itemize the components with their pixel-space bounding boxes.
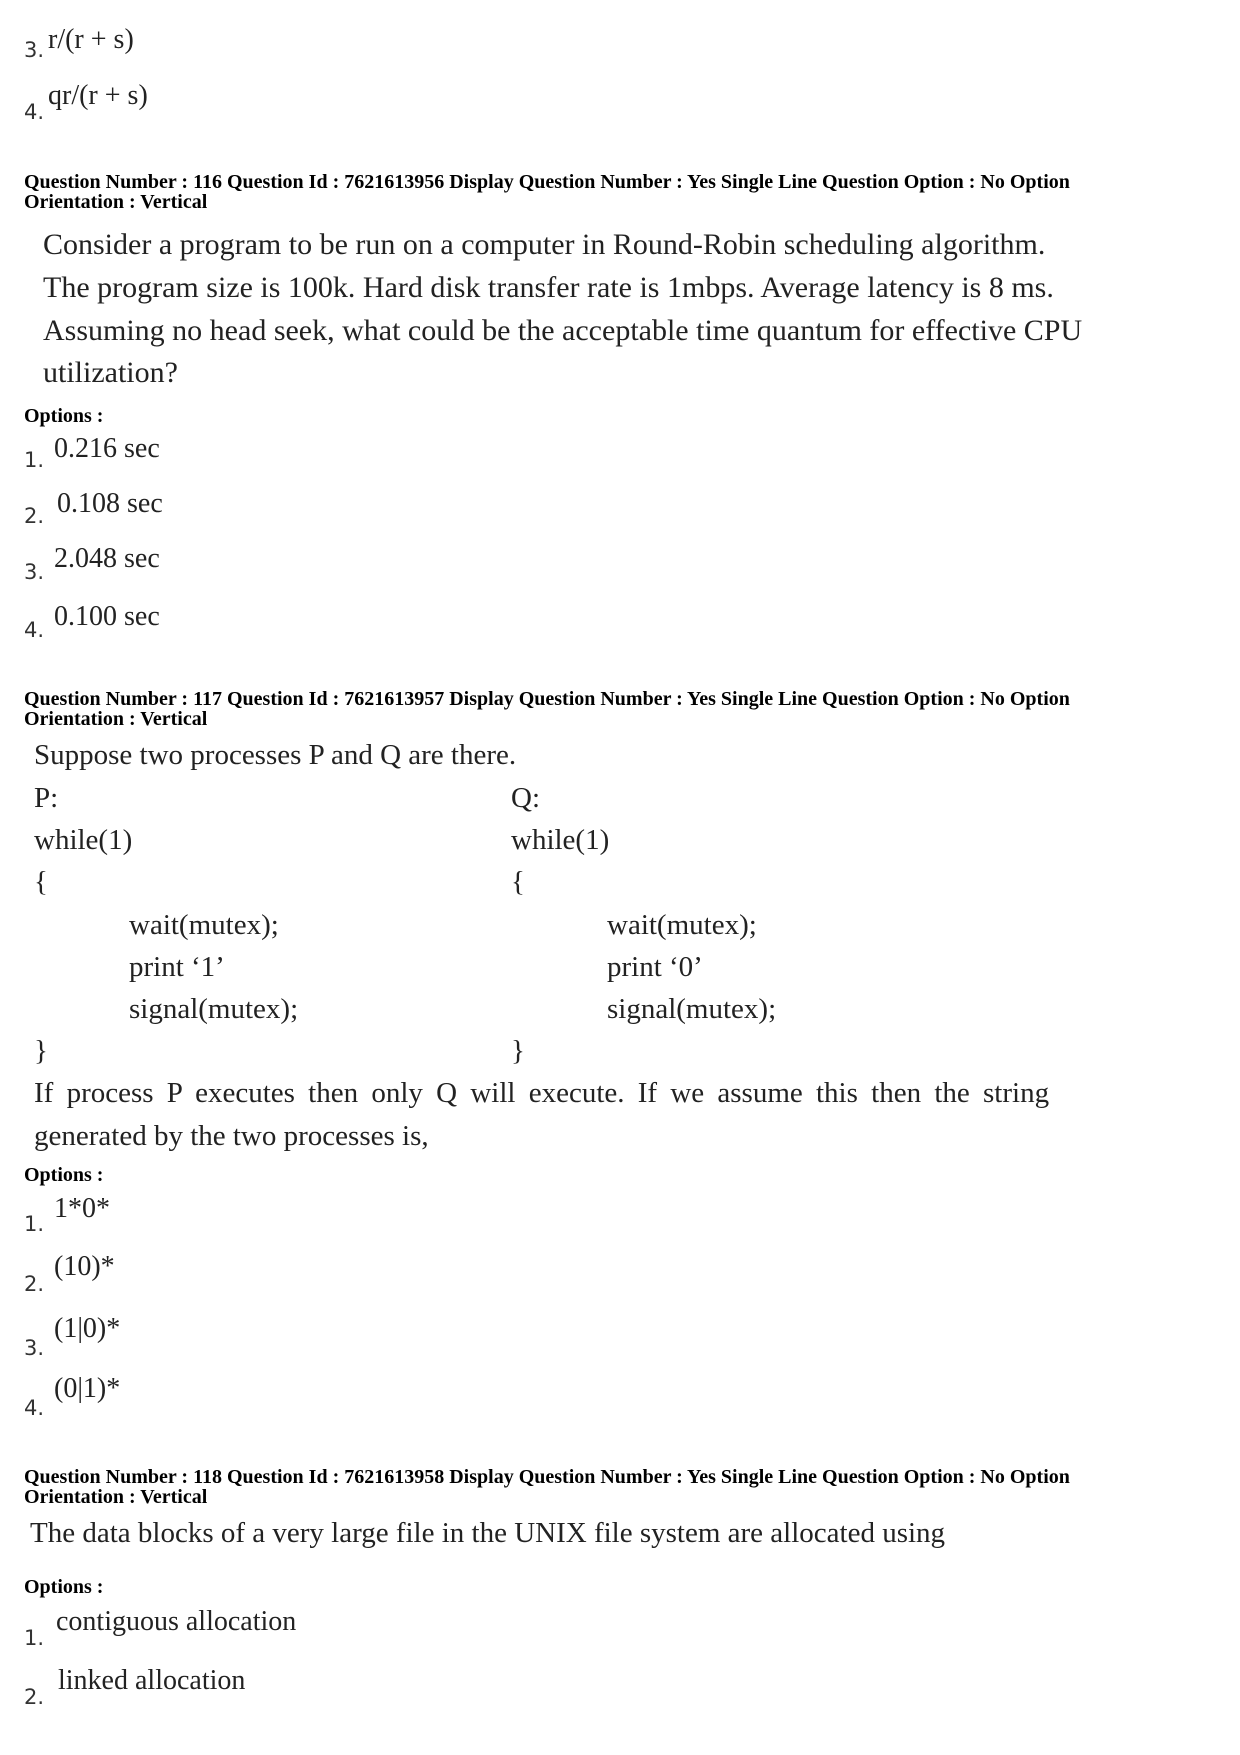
question-text-line: utilization? — [43, 356, 178, 389]
question-text-line: Consider a program to be run on a computer in Round-Robin scheduling algorithm. — [43, 228, 1046, 261]
code-line: } — [34, 1035, 48, 1067]
code-line: signal(mutex); — [129, 993, 299, 1025]
code-line: wait(mutex); — [129, 909, 279, 941]
code-line: { — [511, 866, 525, 898]
code-line: { — [34, 866, 48, 898]
option-number: 4. — [24, 100, 45, 124]
code-line: print ‘0’ — [607, 951, 703, 983]
option-text: linked allocation — [58, 1665, 246, 1696]
question-meta: Question Number : 118 Question Id : 7621613958 Display Question Number : Yes Single Line Question Option : No Option — [24, 1466, 1070, 1488]
option-number: 4. — [24, 618, 45, 642]
option-text: 0.216 sec — [54, 433, 160, 464]
question-text-line: If process P executes then only Q will execute. If we assume this then the string — [34, 1077, 1050, 1109]
code-line: while(1) — [34, 824, 133, 856]
question-text-line: Suppose two processes P and Q are there. — [34, 739, 517, 771]
option-number: 1. — [24, 1212, 45, 1236]
option-number: 3. — [24, 1336, 45, 1360]
options-label: Options : — [24, 1164, 104, 1186]
code-line: P: — [34, 782, 59, 814]
option-number: 3. — [24, 560, 45, 584]
code-line: } — [511, 1035, 525, 1067]
code-line: Q: — [511, 782, 540, 814]
option-text: 1*0* — [54, 1193, 110, 1224]
option-number: 1. — [24, 1626, 45, 1650]
option-number: 1. — [24, 448, 45, 472]
question-text-line: The program size is 100k. Hard disk transfer rate is 1mbps. Average latency is 8 ms. — [43, 271, 1054, 304]
option-text: r/(r + s) — [48, 24, 134, 55]
option-text: (10)* — [54, 1251, 115, 1282]
options-label: Options : — [24, 405, 104, 427]
question-text-line: Assuming no head seek, what could be the acceptable time quantum for effective CPU — [43, 314, 1083, 347]
question-meta: Question Number : 116 Question Id : 7621613956 Display Question Number : Yes Single Line Question Option : No Option — [24, 171, 1070, 193]
question-meta: Question Number : 117 Question Id : 7621613957 Display Question Number : Yes Single Line Question Option : No Option — [24, 688, 1070, 710]
code-line: print ‘1’ — [129, 951, 225, 983]
option-number: 4. — [24, 1396, 45, 1420]
options-label: Options : — [24, 1576, 104, 1598]
code-line: wait(mutex); — [607, 909, 757, 941]
code-line: while(1) — [511, 824, 610, 856]
option-text: (1|0)* — [54, 1313, 121, 1344]
option-text: 0.100 sec — [54, 601, 160, 632]
option-number: 2. — [24, 504, 45, 528]
option-number: 2. — [24, 1685, 45, 1709]
question-text-line: generated by the two processes is, — [34, 1120, 429, 1152]
option-number: 2. — [24, 1272, 45, 1296]
option-text: qr/(r + s) — [48, 80, 148, 111]
option-text: (0|1)* — [54, 1373, 121, 1404]
question-text-line: The data blocks of a very large file in the UNIX file system are allocated using — [30, 1517, 946, 1549]
question-meta-orientation: Orientation : Vertical — [24, 1486, 208, 1508]
option-number: 3. — [24, 38, 45, 62]
option-text: 2.048 sec — [54, 543, 160, 574]
question-meta-orientation: Orientation : Vertical — [24, 191, 208, 213]
code-line: signal(mutex); — [607, 993, 777, 1025]
option-text: 0.108 sec — [57, 488, 163, 519]
question-meta-orientation: Orientation : Vertical — [24, 708, 208, 730]
option-text: contiguous allocation — [56, 1606, 297, 1637]
